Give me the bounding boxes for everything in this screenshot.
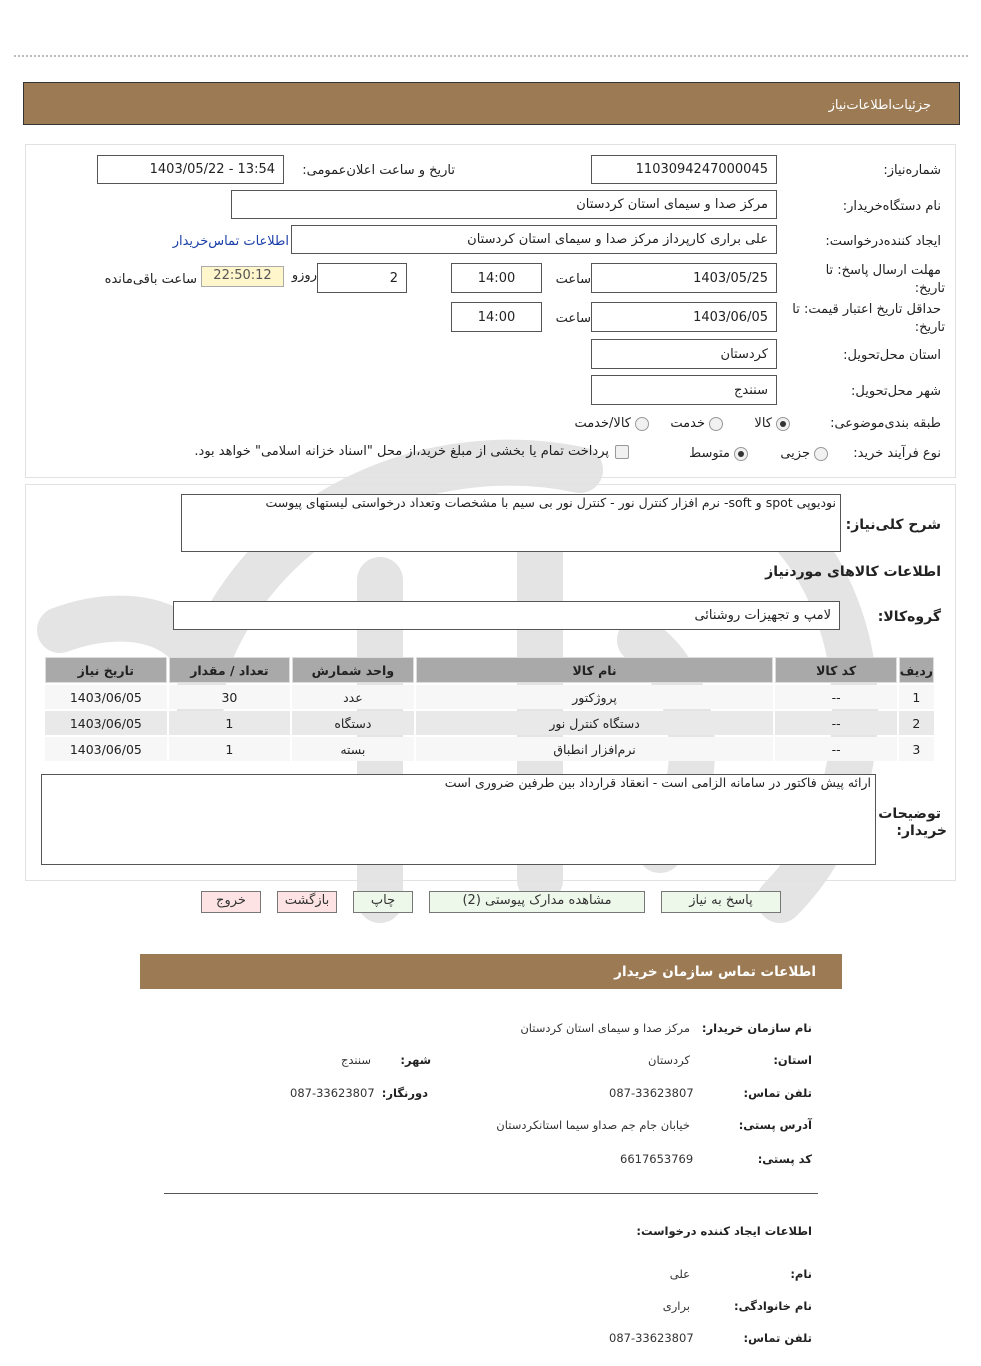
deadline-label: مهلت ارسال پاسخ: تا [825, 263, 941, 278]
deadline-date-field: 1403/05/25 [591, 263, 777, 293]
goods-section-title: اطلاعات کالاهای مورد‌نیاز [765, 564, 941, 580]
contact-address-value: خیابان جام جم صداو سیما استانکردستان [496, 1118, 690, 1132]
radio-icon[interactable] [814, 447, 828, 461]
buyer-contact-title: اطلاعات تماس سازمان خریدار [614, 964, 816, 980]
page-title: جزئیات‌اطلاعات‌نیاز [828, 98, 931, 113]
buyer-org-field: مرکز صدا و سیمای استان کردستان [231, 190, 777, 219]
table-cell: 1403/06/05 [45, 737, 167, 761]
table-cell: 3 [899, 737, 934, 761]
creator-phone-label: تلفن تماس: [743, 1331, 812, 1345]
table-cell: پروژکتور [416, 685, 774, 709]
table-cell: 1 [169, 737, 290, 761]
buyer-notes-label-2: خریدار: [896, 823, 947, 839]
table-header: تعداد / مقدار [169, 657, 290, 683]
table-cell: دستگاه کنترل نور [416, 711, 774, 735]
exit-button[interactable]: خروج [201, 891, 261, 913]
print-button[interactable]: چاپ [353, 891, 413, 913]
creator-last-name-label: نام خانوادگی: [734, 1299, 812, 1313]
view-attachments-button[interactable]: مشاهده مدارک پیوستی (2) [429, 891, 645, 913]
delivery-province-field: کردستان [591, 339, 777, 369]
checkbox-icon[interactable] [615, 445, 629, 459]
contact-address-label: آدرس پستی: [738, 1118, 812, 1132]
table-cell: -- [775, 711, 896, 735]
general-description-text: نودیوپی spot و soft- نرم افزار کنترل نور - کنترل نور بی سیم با مشخصات وتعداد درخواستی لیستهای پیوست [181, 494, 841, 552]
goods-table [43, 655, 936, 763]
table-cell: -- [775, 737, 896, 761]
deadline-time-label: ساعت [555, 272, 591, 287]
table-header: واحد شمارش [292, 657, 414, 683]
creator-info-title: اطلاعات ایجاد کننده درخواست: [636, 1224, 812, 1238]
delivery-city-field: سنندج [591, 375, 777, 405]
buyer-notes-label: توضیحات [878, 806, 941, 822]
days-remaining-field: 2 [317, 263, 407, 293]
treasury-payment-option[interactable]: پرداخت تمام یا بخشی از مبلغ خرید،از محل "اسناد خزانه اسلامی" خواهد بود. [194, 444, 629, 459]
table-cell: 30 [169, 685, 290, 709]
need-number-field: 1103094247000045 [591, 155, 777, 184]
price-validity-time-label: ساعت [555, 311, 591, 326]
announce-date-label: تاریخ و ساعت اعلان‌عمومی: [302, 163, 455, 178]
table-cell: 1 [899, 685, 934, 709]
table-row [45, 685, 934, 709]
days-label: روزو [291, 268, 317, 283]
deadline-label-2: تاریخ: [914, 281, 945, 296]
creator-last-name-value: براری [662, 1299, 690, 1313]
radio-icon[interactable] [709, 417, 723, 431]
table-row [45, 737, 934, 761]
top-divider [14, 55, 968, 57]
goods-group-label: گروه‌کالا: [877, 609, 941, 625]
table-header-row [45, 657, 934, 683]
table-header: تاریخ نیاز [45, 657, 167, 683]
contact-org-label: نام سازمان خریدار: [701, 1021, 812, 1035]
buyer-contact-header [140, 954, 842, 989]
contact-phone-label: تلفن تماس: [743, 1086, 812, 1100]
contact-city-value: سنندج [340, 1053, 371, 1067]
radio-selected-icon[interactable] [734, 447, 748, 461]
page-header [23, 82, 960, 125]
contact-org-value: مرکز صدا و سیمای استان کردستان [520, 1021, 690, 1035]
price-validity-date-field: 1403/06/05 [591, 302, 777, 332]
radio-icon[interactable] [635, 417, 649, 431]
contact-postal-value: 6617653769 [620, 1152, 694, 1166]
deadline-time-field: 14:00 [451, 263, 542, 293]
table-cell: 1403/06/05 [45, 685, 167, 709]
contact-province-label: استان: [773, 1053, 812, 1067]
table-cell: عدد [292, 685, 414, 709]
delivery-city-label: شهر محل‌تحویل: [851, 384, 941, 399]
contact-postal-label: کد پستی: [757, 1152, 812, 1166]
price-validity-label-2: تاریخ: [914, 320, 945, 335]
countdown-timer: 22:50:12 [201, 266, 284, 287]
price-validity-time-field: 14:00 [451, 302, 542, 332]
process-option-minor[interactable]: جزیی [780, 446, 828, 461]
creator-first-name-label: نام: [790, 1267, 812, 1281]
category-option-goods[interactable]: کالا [754, 416, 790, 431]
table-cell: 1 [169, 711, 290, 735]
contact-city-label: شهر: [400, 1053, 431, 1067]
category-option-both[interactable]: کالا/خدمت [574, 416, 649, 431]
category-option-service[interactable]: خدمت [670, 416, 723, 431]
announce-date-field: 1403/05/22 - 13:54 [97, 155, 284, 184]
creator-label: ایجاد کننده‌درخواست: [825, 234, 941, 249]
table-cell: دستگاه [292, 711, 414, 735]
radio-selected-icon[interactable] [776, 417, 790, 431]
contact-province-value: کردستان [648, 1053, 690, 1067]
delivery-province-label: استان محل‌تحویل: [843, 348, 941, 363]
table-cell: 1403/06/05 [45, 711, 167, 735]
contact-phone-value: 087-33623807 [609, 1086, 694, 1100]
remaining-hours-label: ساعت باقی‌مانده [104, 272, 197, 287]
process-option-medium[interactable]: متوسط [689, 446, 748, 461]
creator-phone-value: 087-33623807 [609, 1331, 694, 1345]
table-header: ردیف [899, 657, 934, 683]
price-validity-label: حداقل تاریخ اعتبار قیمت: تا [792, 302, 941, 317]
contact-fax-value: 087-33623807 [290, 1086, 375, 1100]
table-row [45, 711, 934, 735]
buyer-org-label: نام دستگاه‌خریدار: [842, 199, 941, 214]
goods-group-field: لامپ و تجهیزات روشنائی [173, 601, 840, 630]
creator-field: علی براری کارپرداز مرکز صدا و سیمای استان کردستان [291, 225, 777, 254]
table-cell: بسته [292, 737, 414, 761]
category-label: طبقه بندی‌موضوعی: [830, 416, 941, 431]
need-number-label: شماره‌نیاز: [883, 163, 941, 178]
contact-fax-label: دورنگار: [381, 1086, 428, 1100]
reply-button[interactable]: پاسخ به نیاز [661, 891, 781, 913]
back-button[interactable]: بازگشت [277, 891, 337, 913]
general-description-label: شرح کلی‌نیاز: [845, 517, 941, 533]
table-cell: نرم‌افزار انطباق [416, 737, 774, 761]
table-cell: 2 [899, 711, 934, 735]
table-header: کد کالا [775, 657, 896, 683]
table-cell: -- [775, 685, 896, 709]
section-divider [164, 1193, 818, 1194]
buyer-contact-link[interactable]: اطلاعات تماس‌خریدار [172, 234, 289, 249]
table-header: نام کالا [416, 657, 774, 683]
buyer-notes-text: ارائه پیش فاکتور در سامانه الزامی است - انعقاد قرارداد بین طرفین ضروری است [41, 774, 876, 865]
process-type-label: نوع فرآیند خرید: [853, 446, 941, 461]
creator-first-name-value: علی [669, 1267, 690, 1281]
